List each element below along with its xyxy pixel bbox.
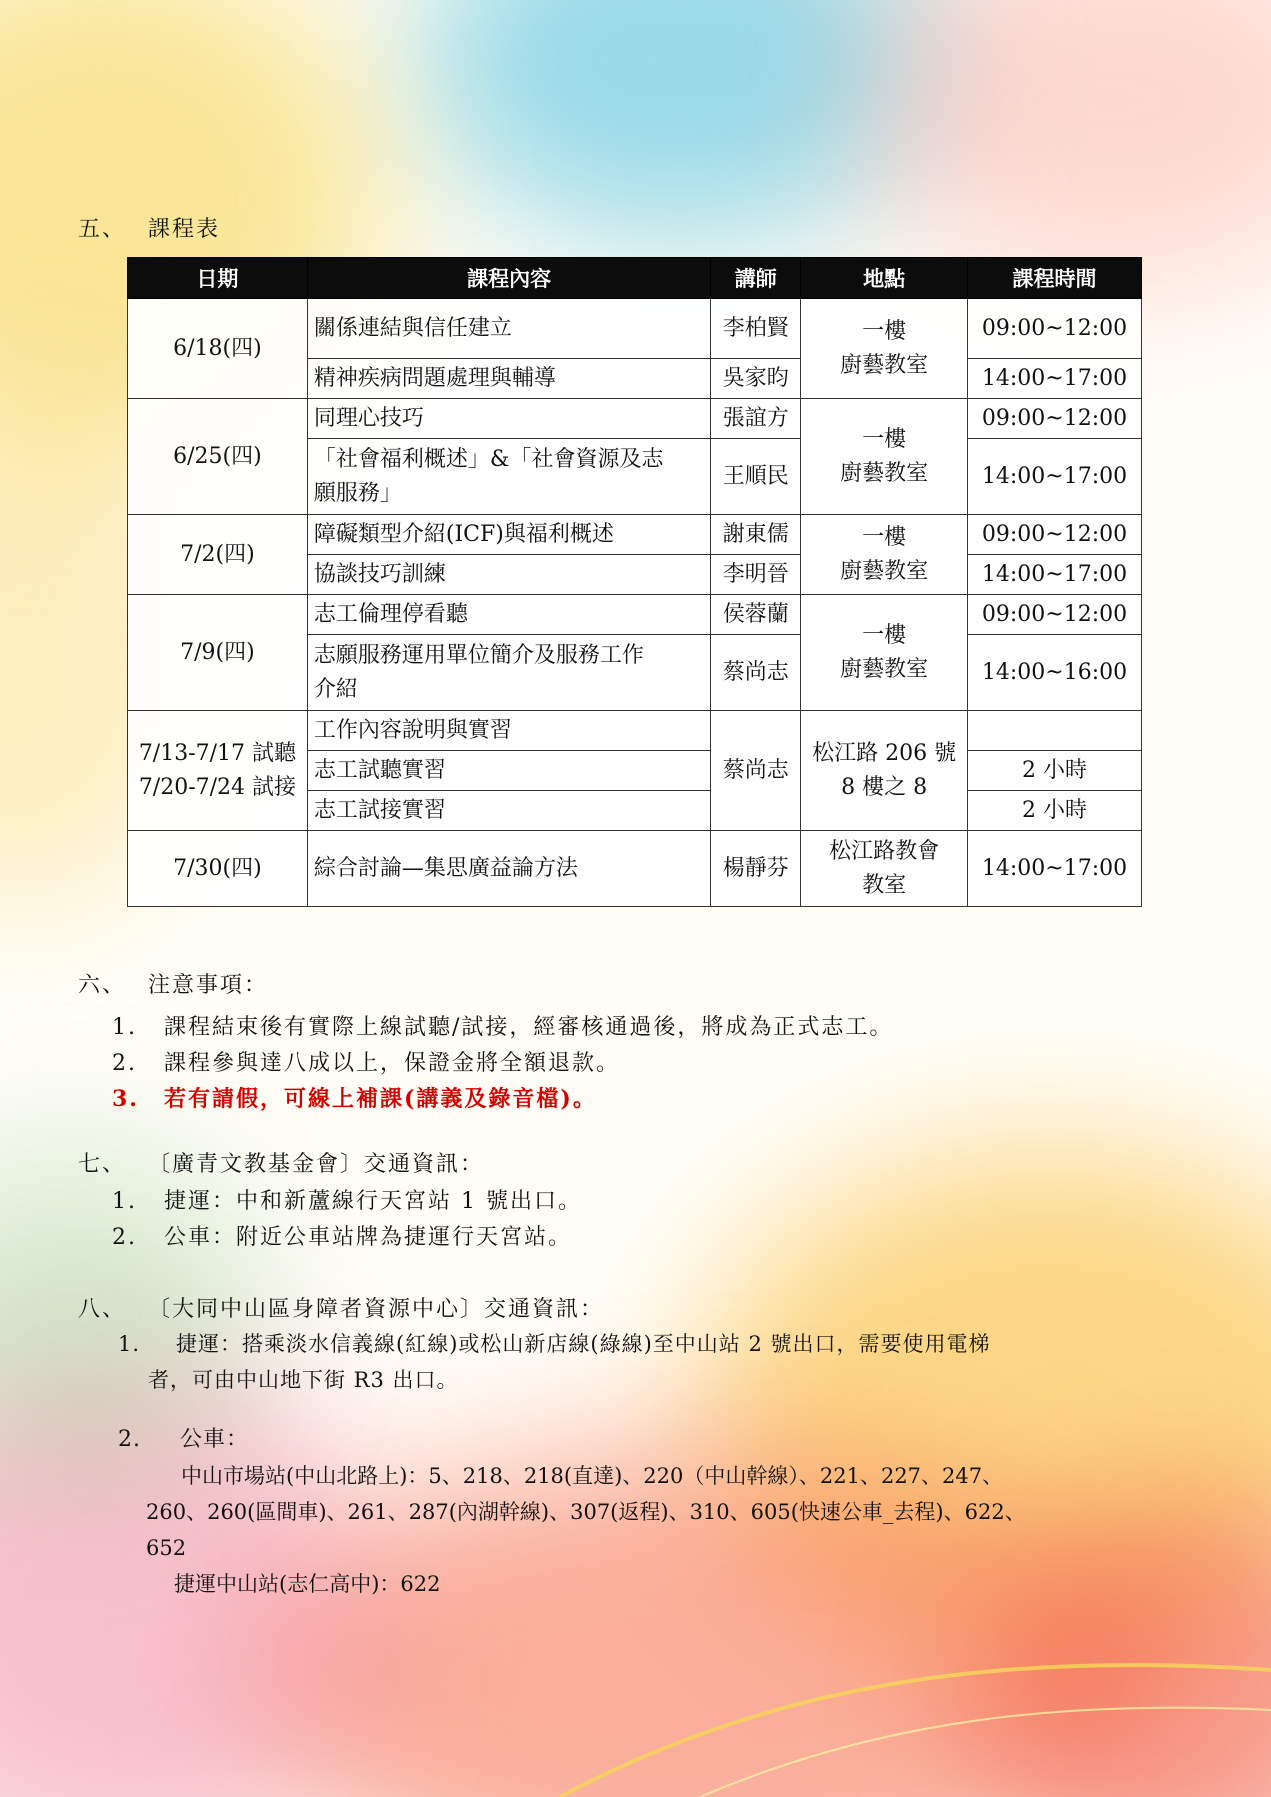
place-line: 8 樓之 8: [841, 774, 928, 800]
place-cell: [801, 299, 968, 399]
time-cell: 09:00~12:00: [968, 299, 1142, 359]
time-cell: 14:00~16:00: [968, 635, 1142, 711]
section-7-heading: [78, 1147, 484, 1178]
list-text: 捷運：中和新蘆線行天宮站 1 號出口。: [164, 1189, 582, 1214]
section-title: 〔大同中山區身障者資源中心〕交通資訊：: [148, 1297, 605, 1322]
date-cell: 7/30(四): [128, 831, 308, 907]
metro-info: [118, 1326, 990, 1398]
time-cell: 14:00~17:00: [968, 359, 1142, 399]
table-row: [128, 711, 1142, 751]
section-number: 五、: [78, 217, 127, 242]
teacher-cell: 蔡尚志: [711, 711, 801, 831]
course-cell: 同理心技巧: [307, 399, 710, 439]
list-number: 2.: [118, 1427, 141, 1452]
bus-routes-line: 260、260(區間車)、261、287(內湖幹線)、307(返程)、310、605(快速公車_去程)、622、: [146, 1500, 1026, 1524]
section-title: 課程表: [148, 217, 221, 242]
time-cell: 09:00~12:00: [968, 515, 1142, 555]
transport-list-7: [112, 1184, 582, 1256]
date-cell: 6/25(四): [128, 399, 308, 515]
course-schedule-table: [127, 257, 1142, 907]
course-cell: 障礙類型介紹(ICF)與福利概述: [307, 515, 710, 555]
list-text: 課程參與達八成以上，保證金將全額退款。: [164, 1051, 621, 1076]
place-line: 松江路 206 號: [812, 740, 957, 766]
list-text-continued: 者，可由中山地下街 R3 出口。: [148, 1368, 459, 1392]
place-cell: [801, 515, 968, 595]
list-item: [118, 1326, 990, 1362]
teacher-cell: 王順民: [711, 439, 801, 515]
place-line: 廚藝教室: [840, 656, 929, 682]
time-cell: 14:00~17:00: [968, 555, 1142, 595]
teacher-cell: 張誼方: [711, 399, 801, 439]
place-line: 松江路教會: [829, 838, 940, 864]
place-cell: [801, 595, 968, 711]
course-cell: 志工倫理停看聽: [307, 595, 710, 635]
section-title: 注意事項：: [148, 973, 269, 998]
course-line: 介紹: [313, 676, 358, 702]
time-cell: 2 小時: [968, 791, 1142, 831]
bus-routes-line: 652: [146, 1536, 187, 1560]
time-cell: 09:00~12:00: [968, 399, 1142, 439]
table-row: [128, 831, 1142, 907]
date-cell: [128, 711, 308, 831]
course-cell: 精神疾病問題處理與輔導: [307, 359, 710, 399]
place-line: 廚藝教室: [840, 558, 929, 584]
section-8-heading: [78, 1292, 604, 1323]
course-line: 願服務」: [313, 480, 402, 506]
course-cell: 志工試接實習: [307, 791, 710, 831]
bus-routes-line: 中山市場站(中山北路上)：5、218、218(直達)、220（中山幹線）、221、227、247、: [181, 1464, 1004, 1488]
place-line: 廚藝教室: [840, 460, 929, 486]
header-time: 課程時間: [968, 258, 1142, 299]
section-number: 六、: [78, 973, 127, 998]
course-cell: 綜合討論—集思廣益論方法: [307, 831, 710, 907]
notice-list: [112, 1010, 893, 1118]
time-cell: [968, 711, 1142, 751]
table-row: [128, 299, 1142, 359]
date-cell: 7/2(四): [128, 515, 308, 595]
teacher-cell: 李明晉: [711, 555, 801, 595]
course-cell: 志工試聽實習: [307, 751, 710, 791]
section-5-heading: [78, 212, 220, 243]
list-item: [112, 1184, 582, 1220]
course-cell: 工作內容說明與實習: [307, 711, 710, 751]
table-row: [128, 515, 1142, 555]
list-number: 3.: [112, 1086, 139, 1112]
date-cell: 6/18(四): [128, 299, 308, 399]
course-cell: 關係連結與信任建立: [307, 299, 710, 359]
list-text: 捷運：搭乘淡水信義線(紅線)或松山新店線(綠線)至中山站 2 號出口，需要使用電梯: [176, 1332, 991, 1356]
bus-stop-line: 捷運中山站(志仁高中)：622: [174, 1572, 441, 1596]
list-label: 公車：: [180, 1427, 250, 1452]
section-number: 七、: [78, 1152, 127, 1177]
table-row: [128, 399, 1142, 439]
time-cell: 09:00~12:00: [968, 595, 1142, 635]
date-line: 7/13-7/17 試聽: [138, 740, 297, 766]
course-cell: [307, 439, 710, 515]
teacher-cell: 侯蓉蘭: [711, 595, 801, 635]
time-cell: 2 小時: [968, 751, 1142, 791]
place-cell: [801, 831, 968, 907]
course-line: 「社會福利概述」&「社會資源及志: [313, 446, 664, 472]
list-item-highlighted: [112, 1082, 893, 1118]
list-number: 2.: [112, 1051, 137, 1076]
time-cell: 14:00~17:00: [968, 831, 1142, 907]
header-teacher: 講師: [711, 258, 801, 299]
teacher-cell: 吳家昀: [711, 359, 801, 399]
place-line: 一樓: [862, 524, 907, 550]
place-line: 一樓: [862, 622, 907, 648]
list-item: [118, 1422, 249, 1458]
list-text: 課程結束後有實際上線試聽/試接，經審核通過後，將成為正式志工。: [164, 1015, 894, 1040]
list-text: 公車：附近公車站牌為捷運行天宮站。: [164, 1225, 573, 1250]
list-item: [112, 1046, 893, 1082]
list-number: 1.: [118, 1332, 141, 1356]
list-number: 1.: [112, 1015, 137, 1040]
bus-info: [118, 1422, 249, 1458]
course-cell: 協談技巧訓練: [307, 555, 710, 595]
bus-routes: [146, 1458, 1026, 1602]
place-cell: [801, 711, 968, 831]
header-place: 地點: [801, 258, 968, 299]
section-number: 八、: [78, 1297, 127, 1322]
section-title: 〔廣青文教基金會〕交通資訊：: [148, 1152, 485, 1177]
teacher-cell: 楊靜芬: [711, 831, 801, 907]
course-cell: [307, 635, 710, 711]
table-row: [128, 595, 1142, 635]
section-6-heading: [78, 968, 268, 999]
list-number: 1.: [112, 1189, 137, 1214]
teacher-cell: 李柏賢: [711, 299, 801, 359]
teacher-cell: 謝東儒: [711, 515, 801, 555]
list-item: [112, 1220, 582, 1256]
place-line: 一樓: [862, 318, 907, 344]
place-cell: [801, 399, 968, 515]
header-date: 日期: [128, 258, 308, 299]
place-line: 教室: [862, 872, 907, 898]
date-cell: 7/9(四): [128, 595, 308, 711]
teacher-cell: 蔡尚志: [711, 635, 801, 711]
list-item: [112, 1010, 893, 1046]
place-line: 廚藝教室: [840, 352, 929, 378]
date-line: 7/20-7/24 試接: [138, 774, 297, 800]
time-cell: 14:00~17:00: [968, 439, 1142, 515]
list-number: 2.: [112, 1225, 137, 1250]
table-header-row: [128, 258, 1142, 299]
place-line: 一樓: [862, 426, 907, 452]
course-line: 志願服務運用單位簡介及服務工作: [313, 642, 644, 668]
header-course: 課程內容: [307, 258, 710, 299]
list-text: 若有請假，可線上補課(講義及錄音檔)。: [164, 1086, 597, 1112]
